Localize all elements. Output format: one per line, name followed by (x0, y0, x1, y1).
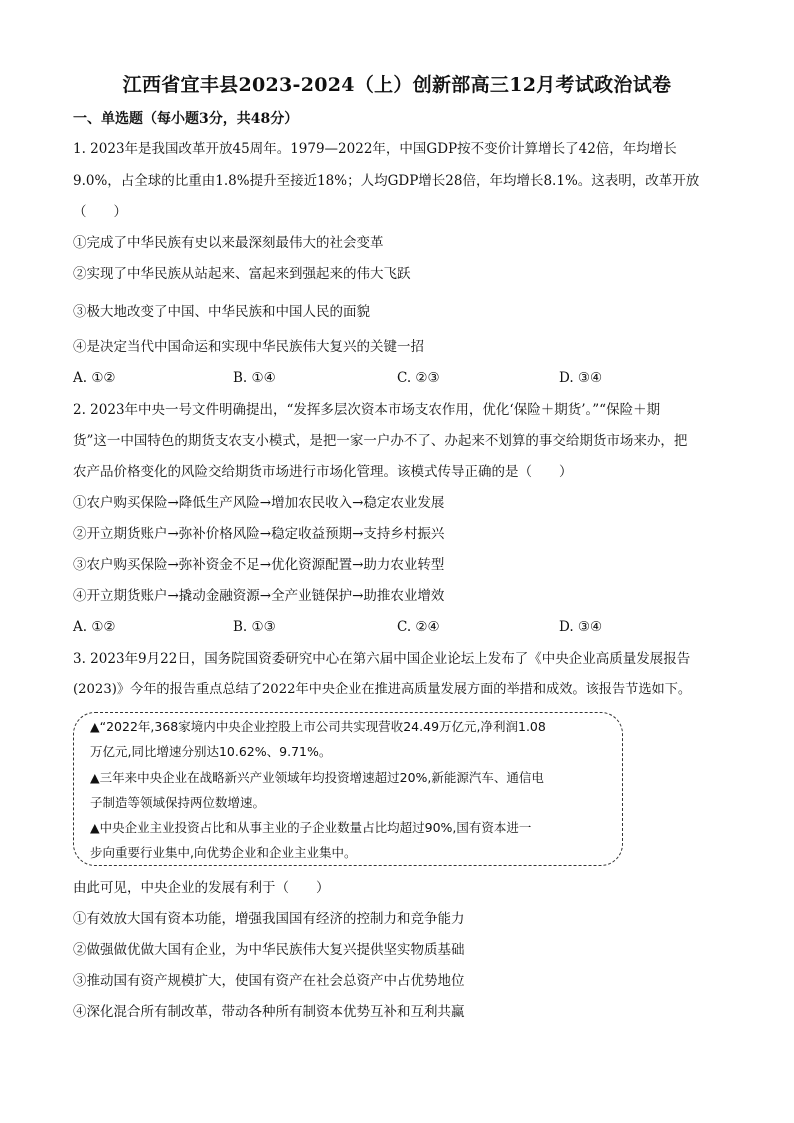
section-heading: 一、单选题（每小题3分，共48分） (73, 111, 299, 127)
q2-statement-4: ④开立期货账户→撬动金融资源→全产业链保护→助推农业增效 (73, 588, 445, 604)
q1-option-b[interactable]: B. ①④ (233, 370, 276, 386)
excerpt-line-4: 子制造等领域保持两位数增速。 (90, 795, 266, 810)
excerpt-line-5: ▲中央企业主业投资占比和从事主业的子企业数量占比均超过90%,国有资本进一 (90, 820, 532, 835)
q2-option-d[interactable]: D. ③④ (559, 619, 603, 635)
q1-option-c[interactable]: C. ②③ (397, 370, 440, 386)
q2-statement-1: ①农户购买保险→降低生产风险→增加农民收入→稳定农业发展 (73, 495, 445, 511)
q3-statement-1: ①有效放大国有资本功能，增强我国国有经济的控制力和竞争能力 (73, 911, 465, 927)
q1-stem-line-3: （ ） (73, 204, 127, 220)
q1-statement-1: ①完成了中华民族有史以来最深刻最伟大的社会变革 (73, 235, 384, 251)
q1-stem-line-2: 9.0%，占全球的比重由1.8%提升至接近18%；人均GDP增长28倍，年均增长8.1%。这表明，改革开放 (73, 173, 700, 189)
q1-option-a[interactable]: A. ①② (73, 370, 116, 386)
q3-statement-2: ②做强做优做大国有企业，为中华民族伟大复兴提供坚实物质基础 (73, 942, 465, 958)
excerpt-line-6: 步向重要行业集中,向优势企业和企业主业集中。 (90, 845, 357, 860)
q2-stem-line-2: 货”这一中国特色的期货支农支小模式，是把一家一户办不了、办起来不划算的事交给期货市场来办，把 (73, 433, 688, 449)
q3-stem-line-1: 3. 2023年9月22日，国务院国资委研究中心在第六届中国企业论坛上发布了《中央企业高质量发展报告 (73, 651, 691, 667)
excerpt-line-2: 万亿元,同比增速分别达10.62%、9.71%。 (90, 744, 332, 759)
q3-statement-3: ③推动国有资产规模扩大，使国有资产在社会总资产中占优势地位 (73, 973, 465, 989)
q2-option-a[interactable]: A. ①② (73, 619, 116, 635)
q2-statement-3: ③农户购买保险→弥补资金不足→优化资源配置→助力农业转型 (73, 557, 445, 573)
q1-statement-4: ④是决定当代中国命运和实现中华民族伟大复兴的关键一招 (73, 339, 424, 355)
q2-statement-2: ②开立期货账户→弥补价格风险→稳定收益预期→支持乡村振兴 (73, 526, 445, 542)
excerpt-line-1: ▲“2022年,368家境内中央企业控股上市公司共实现营收24.49万亿元,净利润1.08 (90, 719, 546, 734)
q2-stem-line-3: 农产品价格变化的风险交给期货市场进行市场化管理。该模式传导正确的是（ ） (73, 464, 573, 480)
page-title: 江西省宜丰县2023-2024（上）创新部高三12月考试政治试卷 (122, 74, 672, 96)
q1-option-d[interactable]: D. ③④ (559, 370, 603, 386)
q3-stem-line-2: (2023)》今年的报告重点总结了2022年中央企业在推进高质量发展方面的举措和成效。该报告节选如下。 (73, 682, 692, 697)
q3-follow-up: 由此可见，中央企业的发展有利于（ ） (73, 880, 330, 896)
q2-option-c[interactable]: C. ②④ (397, 619, 440, 635)
q1-statement-2: ②实现了中华民族从站起来、富起来到强起来的伟大飞跃 (73, 266, 411, 282)
q3-statement-4: ④深化混合所有制改革，带动各种所有制资本优势互补和互利共赢 (73, 1004, 465, 1020)
excerpt-line-3: ▲三年来中央企业在战略新兴产业领域年均投资增速超过20%,新能源汽车、通信电 (90, 770, 544, 785)
q1-statement-3: ③极大地改变了中国、中华民族和中国人民的面貌 (73, 304, 370, 320)
q1-stem-line-1: 1. 2023年是我国改革开放45周年。1979—2022年，中国GDP按不变价计算增长了42倍，年均增长 (73, 141, 677, 157)
q2-option-b[interactable]: B. ①③ (233, 619, 276, 635)
q2-stem-line-1: 2. 2023年中央一号文件明确提出，“发挥多层次资本市场支农作用，优化‘保险＋期货’。”“保险＋期 (73, 402, 661, 418)
